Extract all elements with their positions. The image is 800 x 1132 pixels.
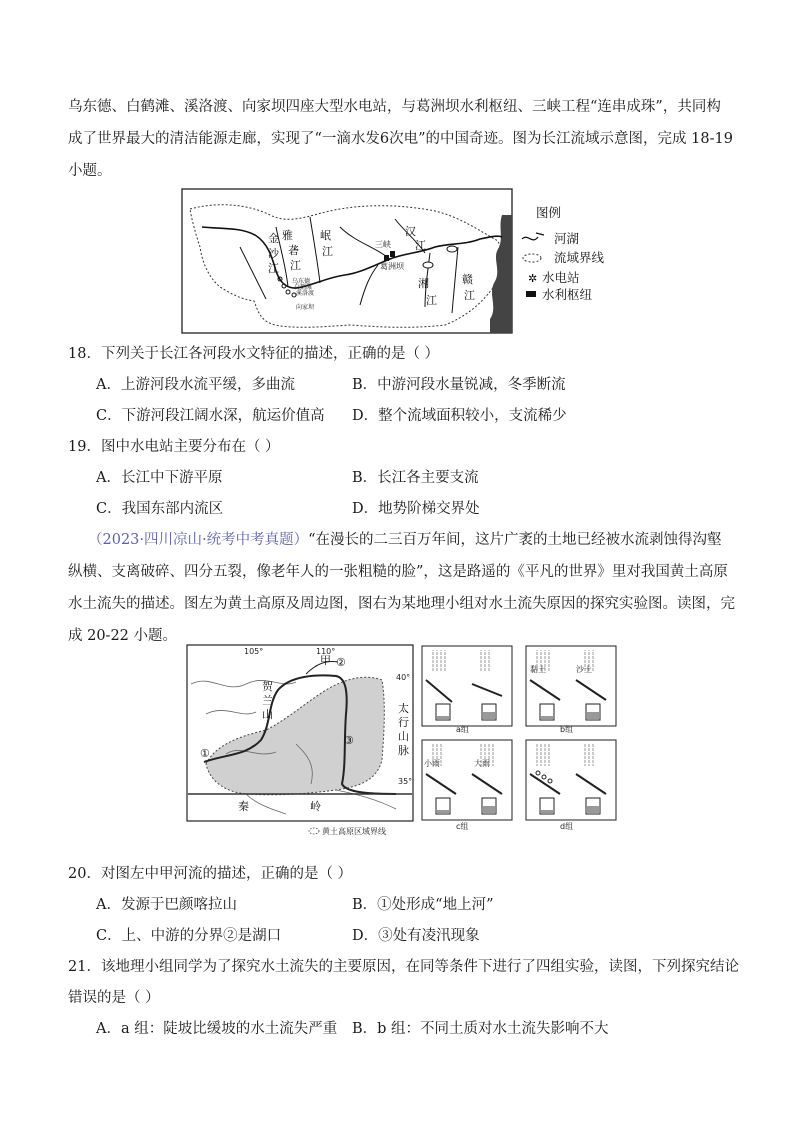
yangtze-basin-map <box>180 187 640 337</box>
lat-35: 35° <box>398 777 413 786</box>
map1-legend <box>522 205 605 302</box>
label-light-rain: 小雨 <box>424 759 440 768</box>
label-xiluodu: 溪洛渡 <box>296 290 315 297</box>
q21-option-a[interactable]: A．a 组：陡坡比缓坡的水土流失严重 <box>96 1021 338 1037</box>
lon-110: 110° <box>316 647 336 656</box>
label-jiang3: 江 <box>322 245 333 258</box>
q20-option-b[interactable]: B．①处形成“地上河” <box>352 897 494 913</box>
q18-option-c[interactable]: C．下游河段江阔水深，航运价值高 <box>96 408 325 424</box>
mtn-hang: 行 <box>398 716 409 729</box>
panel-d <box>526 740 616 831</box>
label-wudongde: 乌东德 <box>292 278 311 285</box>
label-xiangjiaba: 向家坝 <box>296 304 315 311</box>
q19-option-a[interactable]: A．长江中下游平原 <box>96 470 223 486</box>
legend-river-icon <box>522 233 544 240</box>
q20-option-d[interactable]: D．③处有凌汛现象 <box>352 928 480 944</box>
legend-hydro-icon: ✲ <box>528 272 538 285</box>
legend-dam: 水利枢纽 <box>542 287 593 302</box>
mtn-lan: 兰 <box>262 694 273 707</box>
mtn-shan: 山 <box>262 708 273 721</box>
passage2-line-1: （2023·四川凉山·统考中考真题）“在漫长的二三百万年间，这片广袤的土地已经被水流剥蚀得沟壑 <box>88 532 722 548</box>
qinling-qin: 秦 <box>238 800 249 813</box>
sanxia-dam-marker <box>390 251 395 257</box>
q20-option-c[interactable]: C．上、中游的分界②是湖口 <box>96 928 282 944</box>
legend-hydro: 水电站 <box>542 270 580 285</box>
map2-legend: 黄土高原区域界线 <box>322 827 386 836</box>
experiment-figure <box>420 644 620 834</box>
q18-option-d[interactable]: D．整个流域面积较小，支流稀少 <box>352 408 567 424</box>
intro-line-3: 小题。 <box>68 163 112 179</box>
legend-boundary: 流域界线 <box>554 250 605 265</box>
passage2-line-4: 成 20-22 小题。 <box>68 628 178 644</box>
label-han: 汉 <box>405 225 416 238</box>
mtn-shan2: 山 <box>398 730 409 743</box>
loess-plateau-map <box>186 644 414 840</box>
label-sanxia: 三峡 <box>375 240 391 249</box>
label-ya: 雅 <box>282 229 293 242</box>
legend-boundary-icon <box>523 254 541 262</box>
intro-line-1: 乌东德、白鹤滩、溪洛渡、向家坝四座大型水电站，与葛洲坝水利枢纽、三峡工程“连串成珠”，共同构 <box>68 99 721 115</box>
label-group-b: b组 <box>560 725 574 734</box>
label-jin: 金 <box>268 232 279 245</box>
passage2-line-3: 水土流失的描述。图左为黄土高原及周边图，图右为某地理小组对水土流失原因的探究实验图。读图，完 <box>68 596 735 612</box>
q21-stem-line-1: 21．该地理小组同学为了探究水土流失的主要原因，在同等条件下进行了四组实验，读图，下列探究结论 <box>68 959 739 975</box>
label-min: 岷 <box>320 229 331 242</box>
passage2-line-2: 纵横、支离破碎、四分五裂，像老年人的一张粗糙的脸”，这是路遥的《平凡的世界》里对我国黄土高原 <box>68 564 728 580</box>
qinling-ling: 岭 <box>310 800 321 813</box>
label-jiang4: 江 <box>415 239 426 252</box>
q21-option-b[interactable]: B．b 组：不同土质对水土流失影响不大 <box>352 1021 609 1037</box>
label-clay: 黏土 <box>530 665 546 674</box>
q18-option-b[interactable]: B．中游河段水量锐减，冬季断流 <box>352 377 566 393</box>
intro-line-2: 成了世界最大的清洁能源走廊，实现了“一滴水发6次电”的中国奇迹。图为长江流域示意图，完成 18-19 <box>68 131 733 147</box>
label-heavy-rain: 大雨 <box>474 759 490 768</box>
label-baihetan: 白鹤滩 <box>294 284 313 291</box>
panel-c <box>422 740 512 831</box>
marker-3: ③ <box>344 734 354 747</box>
label-sha: 沙 <box>268 247 279 260</box>
map1-frame <box>182 189 512 333</box>
lat-40: 40° <box>396 673 411 682</box>
source-tag: （2023·四川凉山·统考中考真题） <box>88 532 309 548</box>
label-long: 砻 <box>288 244 299 257</box>
q19-option-d[interactable]: D．地势阶梯交界处 <box>352 501 480 517</box>
label-jiang5: 江 <box>426 294 437 307</box>
q21-stem-line-2: 错误的是（ ） <box>68 990 160 1006</box>
q18-option-a[interactable]: A．上游河段水流平缓，多曲流 <box>96 377 295 393</box>
q19-option-b[interactable]: B．长江各主要支流 <box>352 470 479 486</box>
panel-b <box>526 646 616 734</box>
q20-option-a[interactable]: A．发源于巴颜喀拉山 <box>96 897 237 913</box>
gezhouba-dam-marker <box>384 255 389 261</box>
label-jiang1: 江 <box>268 262 279 275</box>
q19-option-c[interactable]: C．我国东部内流区 <box>96 501 224 517</box>
river-jia-label: 甲 <box>320 654 331 667</box>
label-group-a: a组 <box>456 725 469 734</box>
label-group-d: d组 <box>560 822 574 831</box>
label-jiang6: 江 <box>464 289 475 302</box>
marker-1: ① <box>200 747 210 760</box>
mtn-mai: 脉 <box>398 744 409 757</box>
q20-stem: 20．对图左中甲河流的描述，正确的是（ ） <box>68 866 353 882</box>
label-xiang: 湘 <box>418 277 429 290</box>
label-sand: 沙土 <box>576 665 592 674</box>
label-group-c: c组 <box>456 822 469 831</box>
mtn-he: 贺 <box>262 680 273 693</box>
marker-2: ② <box>336 656 346 669</box>
map2-legend-icon <box>309 828 319 834</box>
lon-105: 105° <box>244 647 264 656</box>
label-jiang2: 江 <box>290 259 301 272</box>
panel-a <box>422 646 512 734</box>
label-gezhouba: 葛洲坝 <box>380 262 404 271</box>
q18-stem: 18．下列关于长江各河段水文特征的描述，正确的是（ ） <box>68 346 440 362</box>
mtn-tai: 太 <box>398 702 409 715</box>
q19-stem: 19．图中水电站主要分布在（ ） <box>68 439 280 455</box>
legend-dam-icon <box>526 291 536 297</box>
label-gan: 赣 <box>462 273 473 286</box>
legend-title: 图例 <box>536 205 562 220</box>
legend-river: 河湖 <box>554 231 580 246</box>
